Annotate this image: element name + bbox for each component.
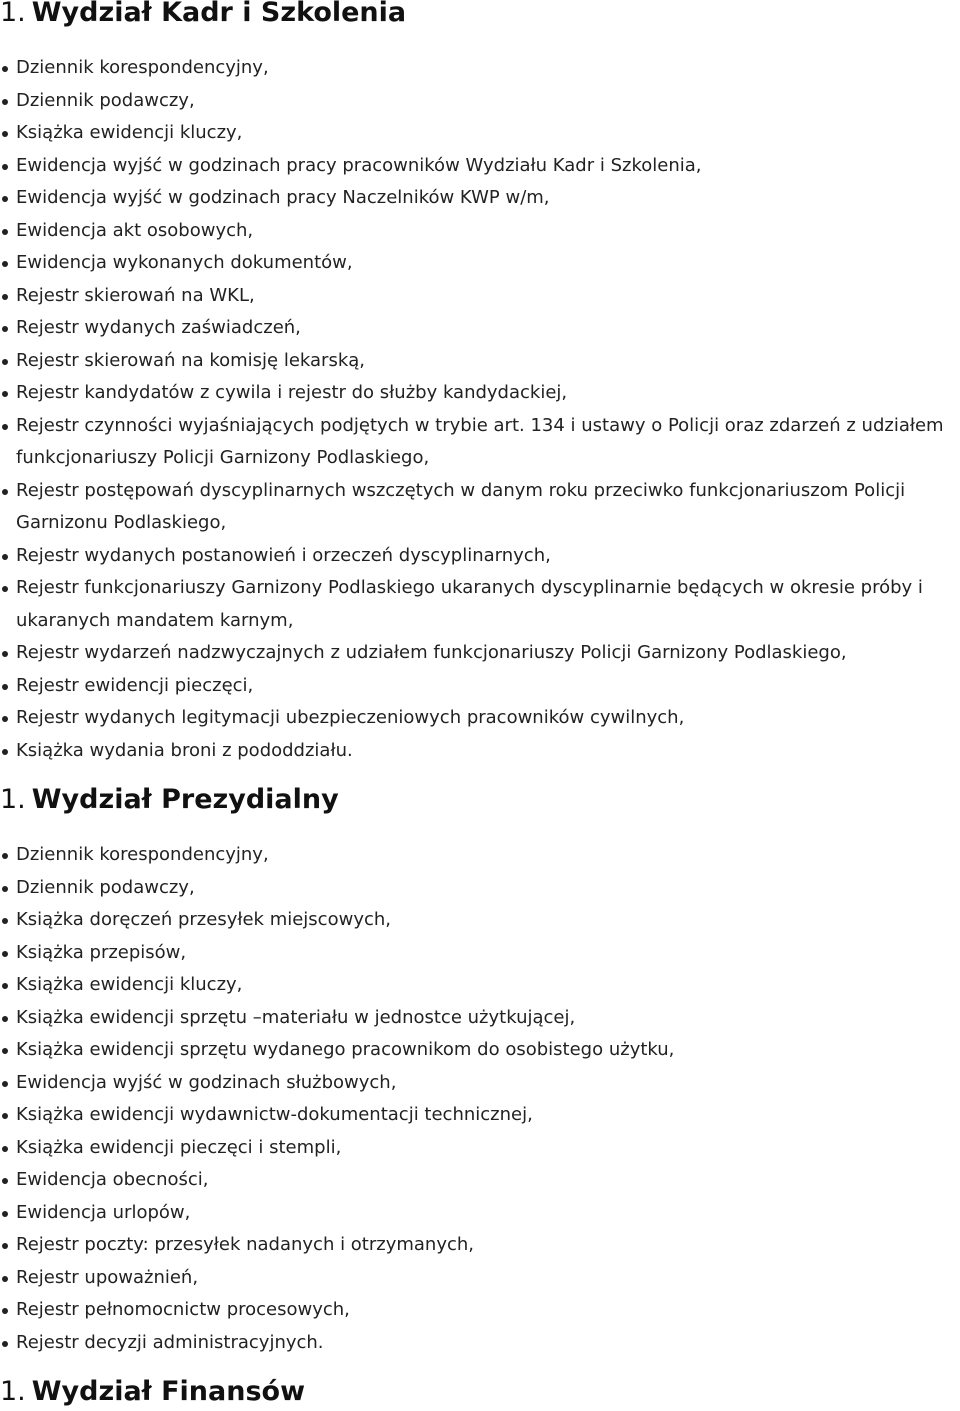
- section-list-kadr: [0, 52, 960, 767]
- list-item: Ewidencja wyjść w godzinach pracy pracowników Wydziału Kadr i Szkolenia,: [0, 150, 960, 183]
- list-item: Rejestr wydarzeń nadzwyczajnych z udziałem funkcjonariuszy Policji Garnizony Podlaskiego,: [0, 637, 960, 670]
- spacer: [0, 819, 960, 839]
- list-item: Rejestr czynności wyjaśniających podjętych w trybie art. 134 i ustawy o Policji oraz zdarzeń z udziałem funkcjonariuszy Policji Garnizony Podlaskiego,: [0, 410, 960, 475]
- section-heading-finansow: [0, 1376, 960, 1411]
- list-item: Rejestr wydanych postanowień i orzeczeń dyscyplinarnych,: [0, 540, 960, 573]
- list-item: Ewidencja obecności,: [0, 1164, 960, 1197]
- list-item: Dziennik korespondencyjny,: [0, 839, 960, 872]
- list-item: Rejestr kandydatów z cywila i rejestr do służby kandydackiej,: [0, 377, 960, 410]
- list-item: Ewidencja wyjść w godzinach pracy Naczelników KWP w/m,: [0, 182, 960, 215]
- list-item: Dziennik podawczy,: [0, 85, 960, 118]
- section-title: Wydział Prezydialny: [31, 784, 339, 815]
- section-title: Wydział Kadr i Szkolenia: [31, 0, 407, 28]
- list-item: Rejestr skierowań na WKL,: [0, 280, 960, 313]
- list-item: Rejestr postępowań dyscyplinarnych wszczętych w danym roku przeciwko funkcjonariuszom Policji Garnizonu Podlaskiego,: [0, 475, 960, 540]
- list-item: Rejestr funkcjonariuszy Garnizony Podlaskiego ukaranych dyscyplinarnie będących w okresie próby i ukaranych mandatem karnym,: [0, 572, 960, 637]
- list-item: Książka ewidencji kluczy,: [0, 117, 960, 150]
- section-number: 1.: [0, 1376, 26, 1407]
- spacer: [0, 32, 960, 52]
- list-item: Rejestr wydanych legitymacji ubezpieczeniowych pracowników cywilnych,: [0, 702, 960, 735]
- section-heading-kadr: [0, 0, 960, 32]
- list-item: Rejestr poczty: przesyłek nadanych i otrzymanych,: [0, 1229, 960, 1262]
- list-item: Rejestr upoważnień,: [0, 1262, 960, 1295]
- list-item: Dziennik podawczy,: [0, 872, 960, 905]
- list-item: Książka doręczeń przesyłek miejscowych,: [0, 904, 960, 937]
- list-item: Książka ewidencji pieczęci i stempli,: [0, 1132, 960, 1165]
- list-item: Ewidencja urlopów,: [0, 1197, 960, 1230]
- list-item: Ewidencja wykonanych dokumentów,: [0, 247, 960, 280]
- section-list-prezydialny: [0, 839, 960, 1359]
- list-item: Rejestr skierowań na komisję lekarską,: [0, 345, 960, 378]
- list-item: Rejestr wydanych zaświadczeń,: [0, 312, 960, 345]
- list-item: Dziennik korespondencyjny,: [0, 52, 960, 85]
- list-item: Ewidencja akt osobowych,: [0, 215, 960, 248]
- list-item: Książka przepisów,: [0, 937, 960, 970]
- section-heading-prezydialny: [0, 784, 960, 819]
- section-number: 1.: [0, 784, 26, 815]
- list-item: Ewidencja wyjść w godzinach służbowych,: [0, 1067, 960, 1100]
- section-title: Wydział Finansów: [31, 1376, 306, 1407]
- list-item: Rejestr decyzji administracyjnych.: [0, 1327, 960, 1360]
- list-item: Książka ewidencji wydawnictw-dokumentacji technicznej,: [0, 1099, 960, 1132]
- list-item: Rejestr ewidencji pieczęci,: [0, 670, 960, 703]
- list-item: Książka ewidencji sprzętu wydanego pracownikom do osobistego użytku,: [0, 1034, 960, 1067]
- list-item: Książka ewidencji sprzętu –materiału w jednostce użytkującej,: [0, 1002, 960, 1035]
- list-item: Książka wydania broni z pododdziału.: [0, 735, 960, 768]
- list-item: Książka ewidencji kluczy,: [0, 969, 960, 1002]
- section-number: 1.: [0, 0, 26, 28]
- list-item: Rejestr pełnomocnictw procesowych,: [0, 1294, 960, 1327]
